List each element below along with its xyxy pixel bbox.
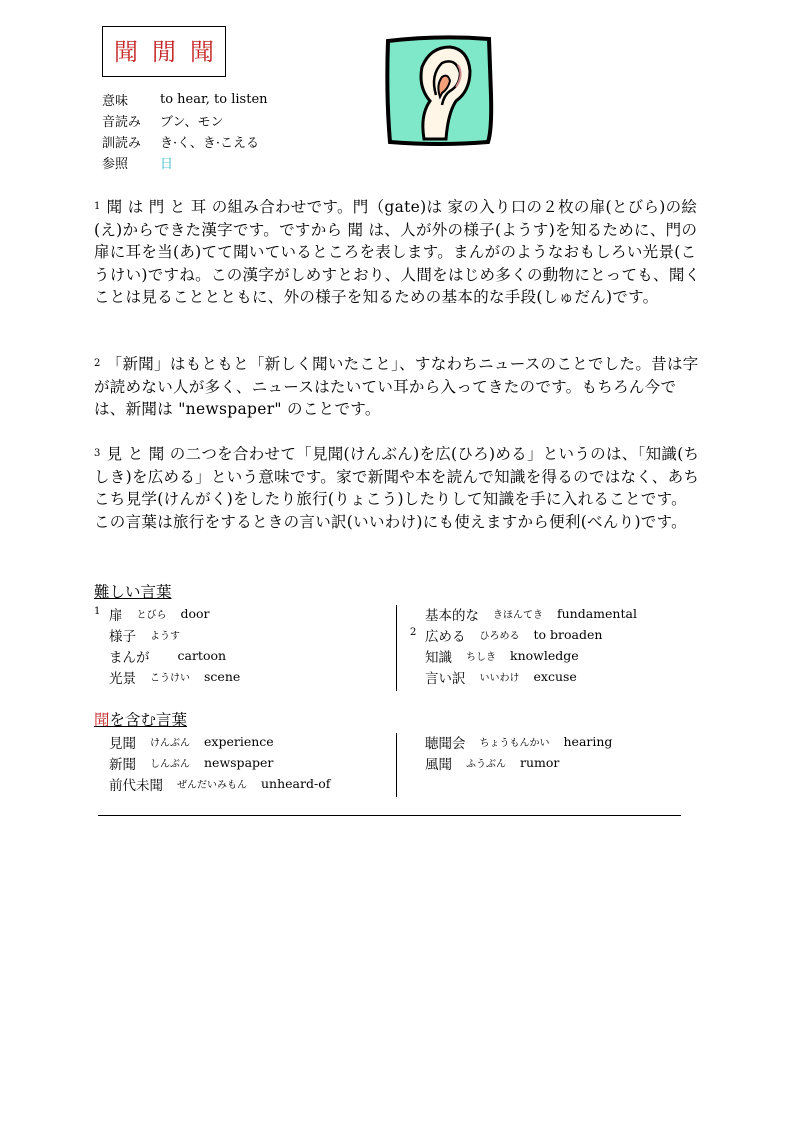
meaning-label: 意味 (102, 94, 129, 109)
kanji-info (102, 89, 268, 173)
vocab-row: 聴聞会 ちょうもんかい hearing (425, 734, 613, 752)
vocab-row: 様子 ようす (109, 628, 180, 645)
paragraph-text: 「新聞」はもともと「新しく聞いたこと」、すなわちニュースのことでした。昔は字が読めない人が多く、ニュースはたいてい耳から入ってきたのです。もちろん今では、新聞は "newspaper" のことです。 (94, 355, 699, 418)
compounds-right (410, 731, 612, 773)
paragraph-3 (94, 443, 702, 533)
vocab-row: 言い訳 いいわけ excuse (425, 669, 577, 687)
compounds-list (94, 731, 694, 797)
meaning-value: to hear, to listen (160, 92, 268, 107)
vocab-row: 見聞 けんぶん experience (109, 734, 274, 752)
reference-label: 参照 (102, 157, 129, 172)
vocab-row: 光景 こうけい scene (109, 669, 241, 687)
reference-value: 日 (160, 157, 174, 172)
paragraph-number: 1 (94, 201, 101, 212)
kun-reading-value: き·く、き·こえる (160, 136, 260, 151)
compounds-left (94, 731, 330, 794)
kanji-variant-2: 閒 (152, 37, 176, 66)
vocab-row: 知識 ちしき knowledge (425, 648, 579, 666)
paragraph-text: 見 と 聞 の二つを合わせて「見聞(けんぶん)を広(ひろ)める」というのは、「知識(ちしき)を広める」という意味です。家で新聞や本を読んで知識を得るのではなく、あちこち見学(けんがく)をしたり旅行(りょこう)したりして知識を手に入れることです。この言葉は旅行をするときの言い訳(いいわけ)にも使えますから便利(べんり)です。 (94, 445, 700, 531)
vocab-row: 基本的な きほんてき fundamental (425, 606, 637, 624)
paragraph-2 (94, 353, 702, 421)
kanji-variant-3: 聞 (190, 37, 214, 66)
difficult-words-title: 難しい言葉 (94, 583, 172, 601)
difficult-words-left (94, 603, 240, 687)
ear-icon (384, 35, 494, 146)
difficult-words-right (410, 603, 637, 687)
kanji-variant-1: 聞 (114, 37, 138, 66)
kun-reading-label: 訓読み (102, 136, 142, 151)
vocab-row: まんが cartoon (109, 648, 227, 666)
column-divider (396, 605, 397, 691)
compounds-title: 聞を含む言葉 (94, 711, 188, 729)
vocab-row: 2 広める ひろめる to broaden (410, 627, 603, 645)
bottom-rule (98, 815, 681, 816)
on-reading-label: 音読み (102, 115, 142, 130)
on-reading-value: ブン、モン (160, 115, 224, 130)
difficult-words-list (94, 603, 694, 691)
vocab-row: 前代未聞 ぜんだいみもん unheard-of (109, 776, 331, 794)
vocab-row: 風聞 ふうぶん rumor (425, 755, 560, 773)
vocab-row: 新聞 しんぶん newspaper (109, 755, 274, 773)
paragraph-number: 3 (94, 448, 101, 459)
paragraph-text: 聞 は 門 と 耳 の組み合わせです。門（gate)は 家の入り口の２枚の扉(とびら)の絵(え)からできた漢字です。ですから 聞 は、人が外の様子(ようす)を知るために、門の扉に耳を当(あ)てて聞いているところを表します。まんがのようなおもしろい光景(こうけい)ですね。この漢字がしめすとおり、人間をはじめ多くの動物にとっても、聞くことは見ることとともに、外の様子を知るための基本的な手段(しゅだん)です。 (94, 198, 701, 306)
paragraph-1 (94, 196, 702, 309)
kanji-variants-box (102, 26, 226, 77)
paragraph-number: 2 (94, 358, 101, 369)
column-divider (396, 733, 397, 797)
vocab-row: 1 扉 とびら door (94, 606, 210, 624)
